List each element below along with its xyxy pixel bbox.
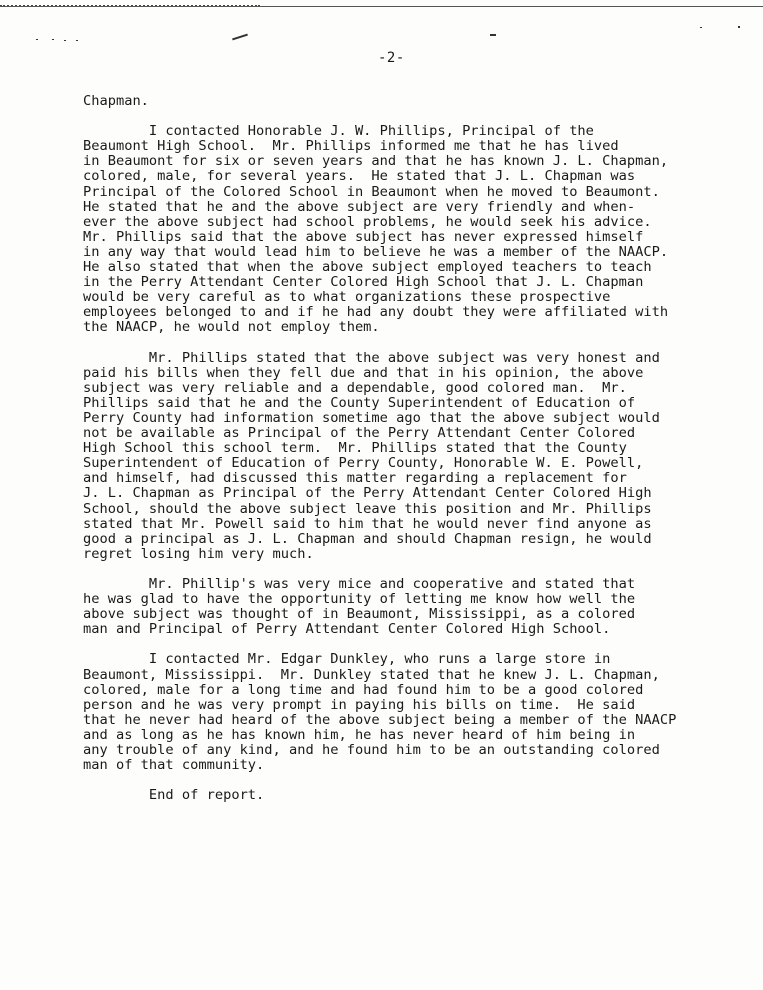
text-line: Phillips said that he and the County Superintendent of Education of (83, 394, 636, 411)
text-line: Principal of the Colored School in Beaumont when he moved to Beaumont. (83, 183, 660, 200)
text-line: J. L. Chapman as Principal of the Perry Attendant Center Colored High (83, 485, 652, 502)
paragraph-gap (83, 773, 733, 788)
text-line: and as long as he has known him, he has never heard of him being in (83, 726, 636, 743)
text-line: regret losing him very much. (83, 545, 314, 562)
text-line: above subject was thought of in Beaumont, Mississippi, as a colored (83, 606, 636, 623)
text-line: subject was very reliable and a dependable, good colored man. Mr. (83, 379, 627, 396)
text-line: Perry County had information sometime ago that the above subject would (83, 409, 660, 426)
text-line: any trouble of any kind, and he found him to be an outstanding colored (83, 742, 660, 759)
text-line: not be available as Principal of the Perry Attendant Center Colored (83, 425, 636, 442)
text-line: Mr. Phillips stated that the above subject was very honest and (83, 349, 660, 366)
text-line: the NAACP, he would not employ them. (83, 319, 380, 336)
scan-speck (76, 40, 78, 41)
text-line: good a principal as J. L. Chapman and should Chapman resign, he would (83, 530, 652, 547)
text-line: and himself, had discussed this matter regarding a replacement for (83, 470, 627, 487)
text-line: in Beaumont for six or seven years and that he has known J. L. Chapman, (83, 153, 669, 170)
text-line: colored, male, for several years. He stated that J. L. Chapman was (83, 168, 636, 185)
text-line: Mr. Phillip's was very mice and cooperative and stated that (83, 576, 636, 592)
text-line: Superintendent of Education of Perry County, Honorable W. E. Powell, (83, 455, 644, 472)
scan-mark (232, 34, 248, 41)
text-line: School, should the above subject leave this position and Mr. Phillips (83, 500, 652, 517)
text-line: Mr. Phillips said that the above subject has never expressed himself (83, 228, 644, 245)
text-line: Beaumont High School. Mr. Phillips informed me that he has lived (83, 138, 619, 155)
text-line: I contacted Honorable J. W. Phillips, Principal of the (83, 123, 594, 140)
page-number: -2- (378, 50, 405, 66)
paragraph-gap (83, 336, 733, 351)
top-rule (0, 6, 763, 7)
paragraph (83, 577, 733, 637)
text-line: in the Perry Attendant Center Colored High School that J. L. Chapman (83, 274, 644, 291)
text-line: would be very careful as to what organizations these prospective (83, 289, 611, 306)
scan-speck (36, 39, 38, 40)
text-line: employees belonged to and if he had any doubt they were affiliated with (83, 304, 669, 321)
report-body (83, 94, 733, 803)
text-line: He stated that he and the above subject are very friendly and when- (83, 198, 636, 215)
text-line: man and Principal of Perry Attendant Center Colored High School. (83, 621, 611, 638)
text-line: End of report. (83, 787, 265, 804)
scan-speck (490, 34, 496, 36)
text-line: man of that community. (83, 757, 265, 774)
text-line: person and he was very prompt in paying his bills on time. He said (83, 696, 636, 713)
opening-line: Chapman. (83, 93, 149, 109)
text-line: Beaumont, Mississippi. Mr. Dunkley stated that he knew J. L. Chapman, (83, 666, 660, 683)
text-line: ever the above subject had school problems, he would seek his advice. (83, 213, 652, 230)
paragraph (83, 124, 733, 335)
scan-speck (738, 26, 740, 28)
paragraph (83, 351, 733, 562)
text-line: He also stated that when the above subject employed teachers to teach (83, 259, 652, 276)
text-line: colored, male for a long time and had found him to be a good colored (83, 681, 644, 698)
paragraph-gap (83, 637, 733, 652)
paragraph (83, 652, 733, 773)
text-line: in any way that would lead him to believe he was a member of the NAACP. (83, 243, 669, 260)
paragraph-gap (83, 109, 733, 124)
scan-speck (64, 40, 66, 41)
paragraph (83, 788, 733, 803)
text-line: he was glad to have the opportunity of letting me know how well the (83, 591, 636, 608)
paragraph-gap (83, 562, 733, 577)
scan-speck (52, 39, 54, 40)
text-line: I contacted Mr. Edgar Dunkley, who runs a large store in (83, 651, 611, 668)
text-line: that he never had heard of the above subject being a member of the NAACP (83, 711, 677, 728)
text-line: paid his bills when they fell due and that in his opinion, the above (83, 364, 644, 381)
text-line: High School this school term. Mr. Phillips stated that the County (83, 440, 627, 457)
scan-speck (700, 27, 702, 28)
text-line: stated that Mr. Powell said to him that he would never find anyone as (83, 515, 652, 532)
